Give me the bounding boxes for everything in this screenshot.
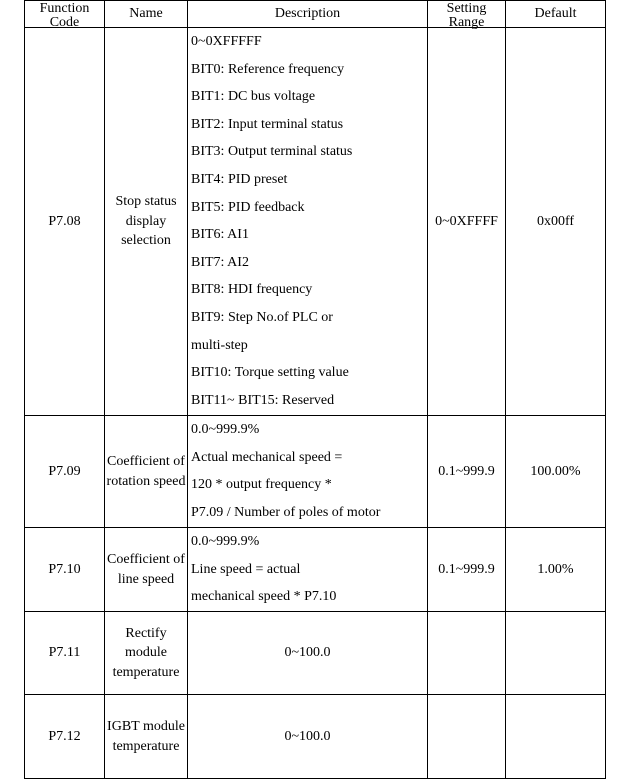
- description-line: BIT6: AI1: [191, 227, 249, 243]
- parameter-name: Stop status display selection: [105, 28, 188, 416]
- setting-range: [428, 695, 506, 779]
- setting-range: 0.1~999.9: [428, 528, 506, 612]
- header-name: Name: [105, 1, 188, 28]
- description-line: BIT11~ BIT15: Reserved: [191, 392, 335, 408]
- parameter-name: IGBT module temperature: [105, 695, 188, 779]
- description-line: BIT9: Step No.of PLC or: [191, 309, 333, 325]
- table-row: [25, 695, 606, 779]
- header-default: Default: [506, 1, 606, 28]
- function-code: P7.11: [25, 612, 105, 695]
- description-line: 0.0~999.9%: [191, 422, 260, 437]
- description: 0~100.0: [188, 695, 428, 779]
- table-row: [25, 416, 606, 528]
- description-line: BIT0: Reference frequency: [191, 61, 345, 77]
- table-row: [25, 612, 606, 695]
- description-line: 0~0XFFFFF: [191, 34, 262, 49]
- description-line: BIT4: PID preset: [191, 171, 288, 187]
- table-row: [25, 28, 606, 416]
- default-value: [506, 612, 606, 695]
- function-code: P7.08: [25, 28, 105, 416]
- parameter-table: [24, 0, 606, 779]
- setting-range: 0~0XFFFF: [428, 28, 506, 416]
- description-line: BIT8: HDI frequency: [191, 282, 313, 298]
- description-line: BIT10: Torque setting value: [191, 365, 349, 381]
- description-line: multi-step: [191, 337, 248, 353]
- description-line: BIT3: Output terminal status: [191, 144, 353, 160]
- setting-range: 0.1~999.9: [428, 416, 506, 528]
- description-line: P7.09 / Number of poles of motor: [191, 504, 381, 520]
- header-description: Description: [188, 1, 428, 28]
- header-row: [25, 1, 606, 28]
- setting-range: [428, 612, 506, 695]
- description: 0~100.0: [188, 612, 428, 695]
- description: [188, 528, 428, 612]
- description-line: 120 * output frequency *: [191, 477, 332, 493]
- description-line: 0.0~999.9%: [191, 534, 260, 549]
- description: [188, 416, 428, 528]
- parameter-name: Coefficient of rotation speed: [105, 416, 188, 528]
- default-value: 100.00%: [506, 416, 606, 528]
- description-line: BIT5: PID feedback: [191, 199, 305, 215]
- function-code: P7.10: [25, 528, 105, 612]
- default-value: [506, 695, 606, 779]
- description-line: BIT7: AI2: [191, 254, 249, 270]
- description-line: BIT1: DC bus voltage: [191, 89, 316, 105]
- parameter-name: Coefficient of line speed: [105, 528, 188, 612]
- header-setting-range: Setting Range: [428, 1, 506, 28]
- description-line: BIT2: Input terminal status: [191, 116, 344, 132]
- header-function-code: Function Code: [25, 1, 105, 28]
- default-value: 1.00%: [506, 528, 606, 612]
- default-value: 0x00ff: [506, 28, 606, 416]
- parameter-name: Rectify module temperature: [105, 612, 188, 695]
- function-code: P7.09: [25, 416, 105, 528]
- description-line: Actual mechanical speed =: [191, 449, 343, 465]
- function-code: P7.12: [25, 695, 105, 779]
- description-line: mechanical speed * P7.10: [191, 589, 337, 605]
- table-row: [25, 528, 606, 612]
- description: [188, 28, 428, 416]
- description-line: Line speed = actual: [191, 561, 301, 577]
